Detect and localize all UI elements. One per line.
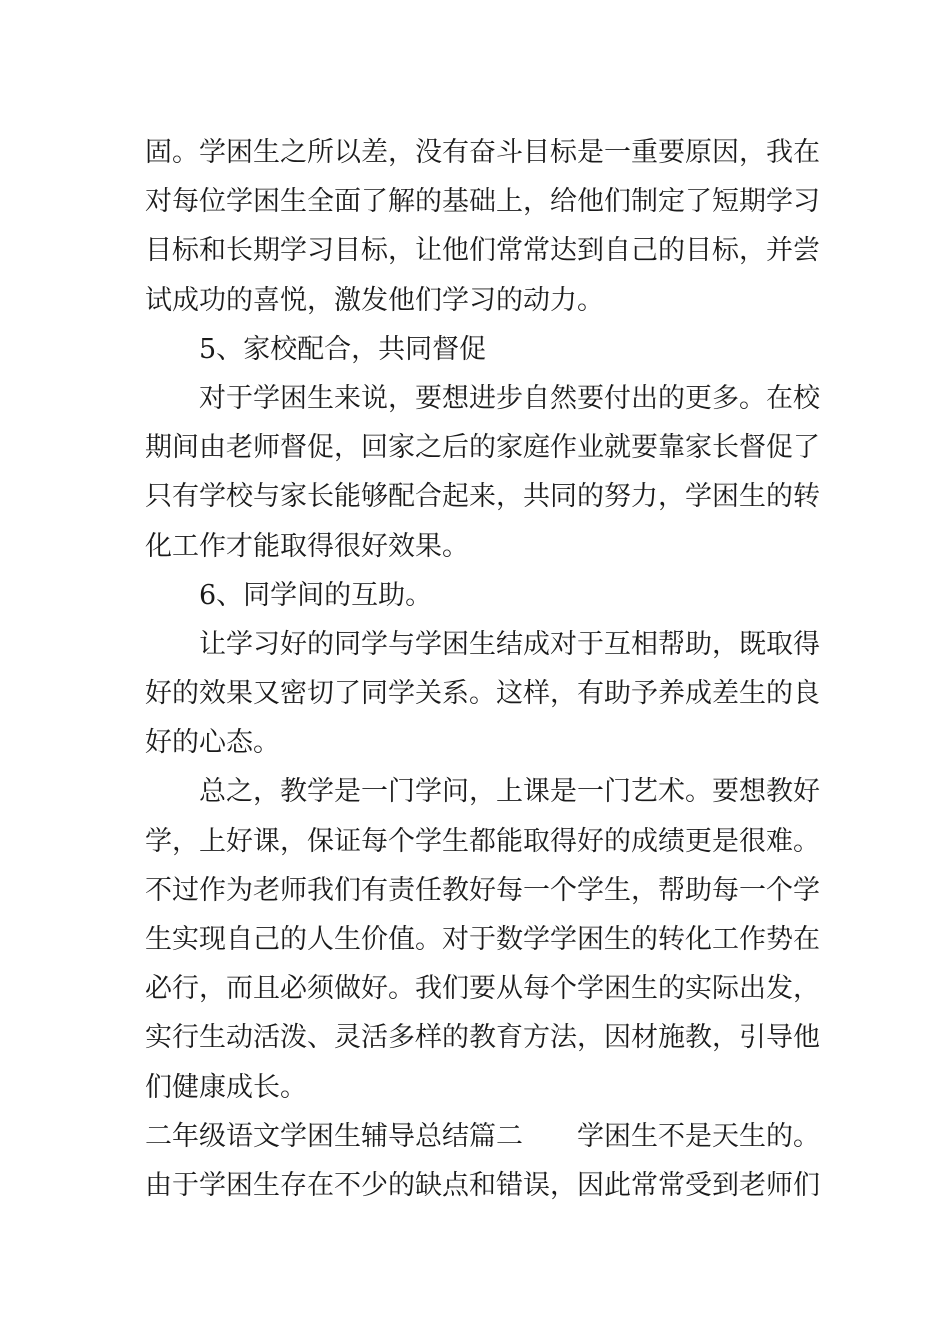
text-line: 固。学困生之所以差，没有奋斗目标是一重要原因，我在 xyxy=(145,137,820,168)
document-body xyxy=(145,128,820,1210)
text-line: 们健康成长。 xyxy=(145,1071,307,1103)
text-line: 必行，而且必须做好。我们要从每个学困生的实际出发， xyxy=(145,973,820,1005)
paragraph-start-line: 对于学困生来说，要想进步自然要付出的更多。在校 xyxy=(199,382,820,414)
text-line: 好的心态。 xyxy=(145,727,280,759)
text-line: 期间由老师督促，回家之后的家庭作业就要靠家长督促了 xyxy=(145,432,820,464)
paragraph-start-line: 5、家校配合，共同督促 xyxy=(199,333,487,365)
text-line: 目标和长期学习目标，让他们常常达到自己的目标，并尝 xyxy=(145,235,820,267)
text-line: 试成功的喜悦，激发他们学习的动力。 xyxy=(145,284,604,316)
text-line: 学，上好课，保证每个学生都能取得好的成绩更是很难。 xyxy=(145,825,820,857)
paragraph-start-line: 让学习好的同学与学困生结成对于互相帮助，既取得 xyxy=(199,628,820,660)
paragraph-start-line: 总之，教学是一门学问，上课是一门艺术。要想教好 xyxy=(199,776,820,808)
text-line: 对每位学困生全面了解的基础上，给他们制定了短期学习 xyxy=(145,186,820,218)
text-line: 好的效果又密切了同学关系。这样，有助予养成差生的良 xyxy=(145,678,820,710)
text-line: 化工作才能取得很好效果。 xyxy=(145,530,469,562)
text-line: 由于学困生存在不少的缺点和错误，因此常常受到老师们 xyxy=(145,1169,820,1201)
text-line: 生实现自己的人生价值。对于数学学困生的转化工作势在 xyxy=(145,924,820,955)
text-line: 二年级语文学困生辅导总结篇二 学困生不是天生的。 xyxy=(145,1120,820,1152)
paragraph-start-line: 6、同学间的互助。 xyxy=(199,579,433,611)
text-line: 实行生动活泼、灵活多样的教育方法，因材施教，引导他 xyxy=(145,1022,820,1054)
text-line: 不过作为老师我们有责任教好每一个学生，帮助每一个学 xyxy=(145,874,820,906)
text-line: 只有学校与家长能够配合起来，共同的努力，学困生的转 xyxy=(145,481,820,513)
